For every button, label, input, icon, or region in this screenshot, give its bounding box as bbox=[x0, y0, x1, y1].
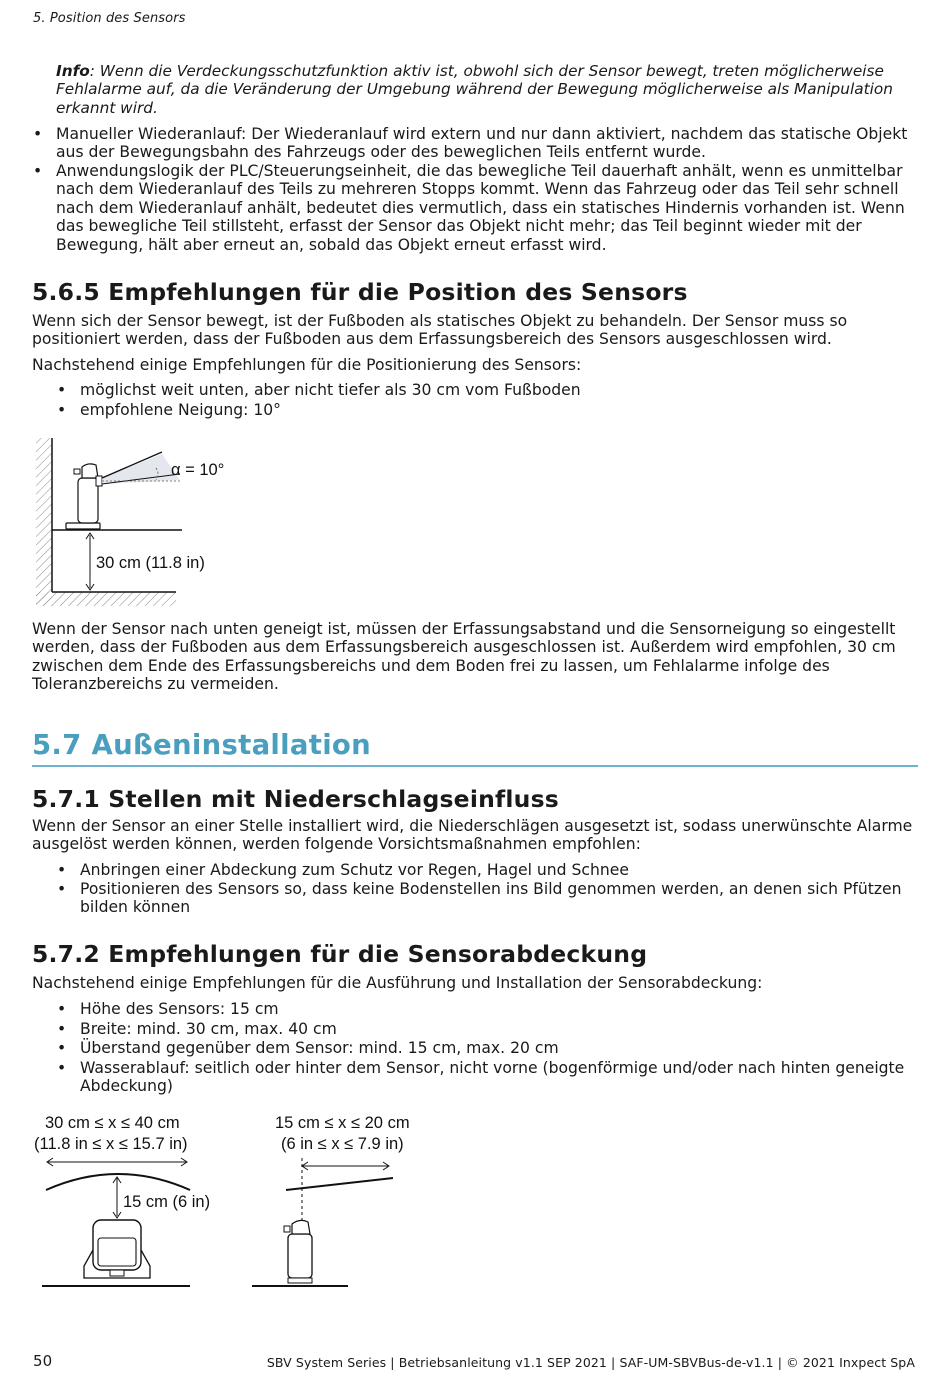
list-item bbox=[57, 1000, 910, 1018]
list-item bbox=[57, 401, 910, 419]
cover-front-figure bbox=[40, 1150, 250, 1295]
list-item-text: Manueller Wiederanlauf: Der Wiederanlauf wird extern und nur dann aktiviert, nachdem das statische Objekt aus der Bewegungsbahn des Fahrzeugs oder des beweglichen Teils entfernt wurde. bbox=[56, 125, 908, 162]
overhang-label: 15 cm ≤ x ≤ 20 cm bbox=[275, 1114, 410, 1132]
section-heading-5-7-2: 5.7.2 Empfehlungen für die Sensorabdeckung bbox=[32, 940, 648, 968]
info-label: Info bbox=[56, 62, 90, 80]
list-item-text: möglichst weit unten, aber nicht tiefer als 30 cm vom Fußboden bbox=[80, 381, 581, 399]
bullet-dot: • bbox=[33, 125, 43, 143]
list-item-text: Höhe des Sensors: 15 cm bbox=[80, 1000, 279, 1018]
list-item-text: Breite: mind. 30 cm, max. 40 cm bbox=[80, 1020, 337, 1038]
bullet-dot: • bbox=[57, 880, 67, 898]
list-item bbox=[33, 125, 916, 162]
info-note bbox=[56, 62, 916, 117]
list-item bbox=[57, 1020, 910, 1038]
list-item-text: Anbringen einer Abdeckung zum Schutz vor Regen, Hagel und Schnee bbox=[80, 861, 629, 879]
paragraph: Wenn der Sensor an einer Stelle installiert wird, die Niederschlägen ausgesetzt ist, sodass unerwünschte Alarme ausgelöst werden können, werden folgende Vorsichtsmaßnahmen empfohlen: bbox=[32, 817, 913, 854]
list-item bbox=[57, 861, 910, 879]
sensor-side-icon bbox=[284, 1220, 312, 1283]
paragraph: Nachstehend einige Empfehlungen für die Ausführung und Installation der Sensorabdeckung: bbox=[32, 974, 763, 992]
sensor-position-figure bbox=[30, 432, 250, 612]
list-item bbox=[57, 880, 910, 917]
bullet-dot: • bbox=[57, 1020, 67, 1038]
cover-height-label: 15 cm (6 in) bbox=[123, 1193, 211, 1211]
bullet-dot: • bbox=[57, 1039, 67, 1057]
bullet-dot: • bbox=[57, 1059, 67, 1077]
overhang-label-inches: (6 in ≤ x ≤ 7.9 in) bbox=[281, 1135, 404, 1153]
list-item bbox=[57, 381, 910, 399]
cover-width-label-inches: (11.8 in ≤ x ≤ 15.7 in) bbox=[34, 1135, 188, 1153]
section-heading-5-7-1: 5.7.1 Stellen mit Niederschlagseinfluss bbox=[32, 785, 559, 813]
height-label: 30 cm (11.8 in) bbox=[96, 554, 205, 572]
list-item-text: Anwendungslogik der PLC/Steuerungseinheit, die das bewegliche Teil dauerhaft anhält, wenn es unmittelbar nach dem Wiederanlauf des Teils zu mehreren Stopps kommt. Wenn das Fahrzeug oder das Teil sehr schnell nach dem Wiederanlauf anhält, bedeutet dies vermutlich, dass ein statisches Hindernis vorhanden ist. Wenn das bewegliche Teil stillsteht, erfasst der Sensor das Objekt nicht mehr; das Teil beginnt wieder mit der Bewegung, hält aber erneut an, sobald das Objekt erneut erfasst wird. bbox=[56, 162, 905, 254]
section-heading-5-7: 5.7 Außeninstallation bbox=[32, 729, 371, 761]
wall-hatch bbox=[36, 438, 52, 606]
running-header: 5. Position des Sensors bbox=[33, 11, 186, 26]
bullet-dot: • bbox=[57, 861, 67, 879]
cover-width-label: 30 cm ≤ x ≤ 40 cm bbox=[45, 1114, 180, 1132]
paragraph: Wenn sich der Sensor bewegt, ist der Fußboden als statisches Objekt zu behandeln. Der Sensor muss so positioniert werden, dass der Fußboden aus dem Erfassungsbereich des Sensors ausgeschlossen wird. bbox=[32, 312, 848, 349]
bullet-dot: • bbox=[57, 381, 67, 399]
arched-cover bbox=[46, 1174, 190, 1190]
sensor-icon bbox=[66, 464, 102, 529]
list-item bbox=[57, 1059, 910, 1096]
section-heading-5-6-5: 5.6.5 Empfehlungen für die Position des Sensors bbox=[32, 278, 688, 306]
floor-hatch bbox=[36, 592, 176, 606]
bullet-dot: • bbox=[57, 1000, 67, 1018]
angle-label: α = 10° bbox=[171, 461, 225, 479]
cover-side-figure bbox=[248, 1150, 358, 1295]
footer-doc-info: SBV System Series | Betriebsanleitung v1.1 SEP 2021 | SAF-UM-SBVBus-de-v1.1 | © 2021 Inxpect SpA bbox=[266, 1355, 915, 1370]
list-item-text: Positionieren des Sensors so, dass keine Bodenstellen ins Bild genommen werden, an denen sich Pfützen bilden können bbox=[80, 880, 902, 917]
sensor-front-icon bbox=[84, 1220, 150, 1278]
list-item-text: Wasserablauf: seitlich oder hinter dem Sensor, nicht vorne (bogenförmige und/oder nach hinten geneigte Abdeckung) bbox=[80, 1059, 905, 1096]
page-number: 50 bbox=[33, 1352, 53, 1370]
list-item bbox=[57, 1039, 910, 1057]
paragraph: Nachstehend einige Empfehlungen für die Positionierung des Sensors: bbox=[32, 356, 582, 374]
bullet-dot: • bbox=[57, 401, 67, 419]
list-item bbox=[33, 162, 916, 254]
bullet-dot: • bbox=[33, 162, 43, 180]
info-text: : Wenn die Verdeckungsschutzfunktion aktiv ist, obwohl sich der Sensor bewegt, treten möglicherweise Fehlalarme auf, da die Veränderung der Umgebung während der Bewegung möglicherweise als Manipulation erkannt wird. bbox=[56, 62, 893, 117]
paragraph: Wenn der Sensor nach unten geneigt ist, müssen der Erfassungsabstand und die Sensorneigung so eingestellt werden, dass der Fußboden aus dem Erfassungsbereich ausgeschlossen ist. Außerdem wird empfohlen, 30 cm zwischen dem Ende des Erfassungsbereichs und dem Boden frei zu lassen, um Fehlalarme infolge des Toleranzbereichs zu vermeiden. bbox=[32, 620, 896, 694]
list-item-text: empfohlene Neigung: 10° bbox=[80, 401, 281, 419]
section-rule bbox=[32, 765, 918, 767]
list-item-text: Überstand gegenüber dem Sensor: mind. 15 cm, max. 20 cm bbox=[80, 1039, 559, 1057]
